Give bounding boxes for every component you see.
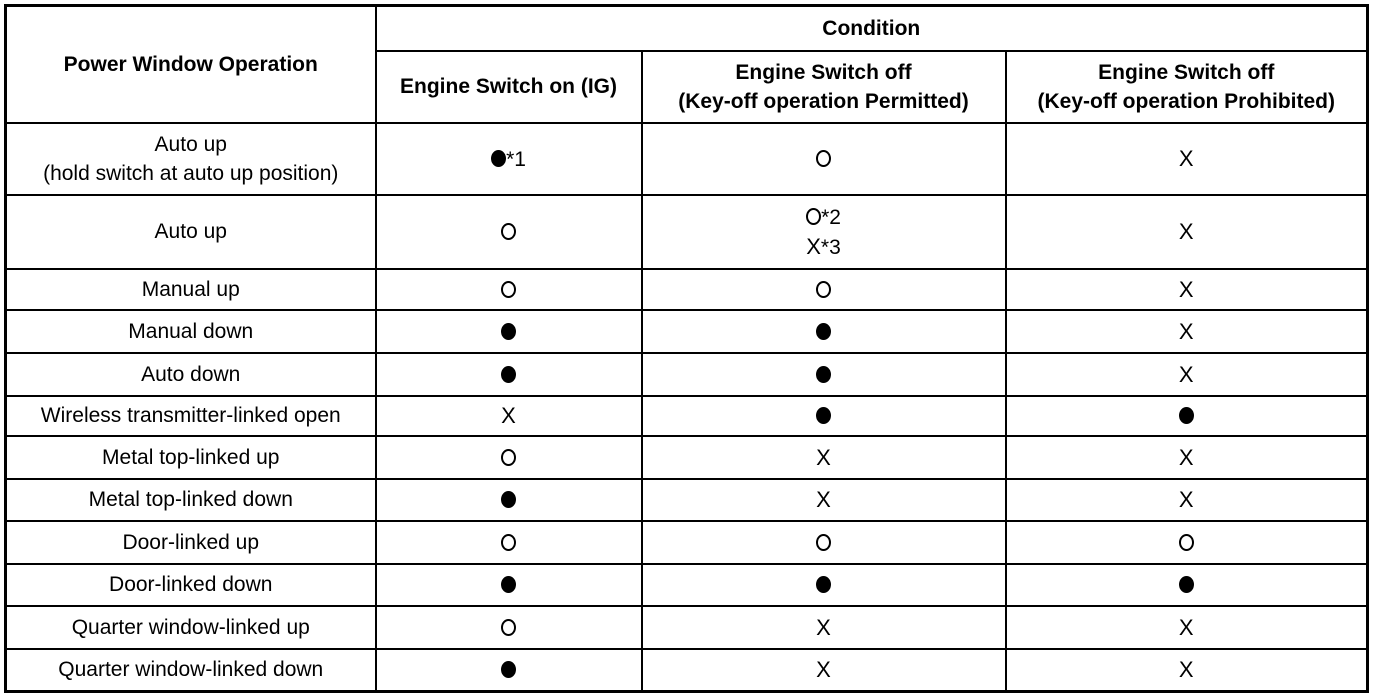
x-mark: X xyxy=(1178,614,1194,640)
condition-cell xyxy=(642,479,1006,521)
condition-mark xyxy=(379,144,639,174)
operation-label: Auto up xyxy=(154,132,227,156)
operation-cell xyxy=(6,310,376,353)
x-mark: X xyxy=(1178,444,1194,470)
open-circle-icon xyxy=(501,223,516,240)
power-window-operation-table xyxy=(4,4,1369,693)
condition-mark xyxy=(379,613,639,642)
condition-group-header xyxy=(376,6,1368,51)
operation-label: Quarter window-linked down xyxy=(58,658,324,682)
operation-label: Wireless transmitter-linked open xyxy=(40,404,341,427)
condition-group-header-label: Condition xyxy=(822,16,921,40)
condition-mark xyxy=(645,485,1003,514)
condition-cell xyxy=(1006,310,1368,353)
operation-cell xyxy=(6,436,376,479)
condition-mark xyxy=(1009,443,1365,472)
operation-cell xyxy=(6,123,376,195)
condition-column-header-line: Engine Switch off xyxy=(735,60,912,84)
condition-cell xyxy=(642,396,1006,436)
open-circle-icon xyxy=(501,449,516,466)
condition-cell xyxy=(1006,123,1368,195)
table-row xyxy=(6,521,1368,564)
condition-mark xyxy=(645,232,1003,262)
operation-cell xyxy=(6,649,376,692)
condition-cell xyxy=(376,436,642,479)
condition-mark xyxy=(645,144,1003,173)
condition-mark xyxy=(379,443,639,472)
condition-column-header-line: Engine Switch off xyxy=(1098,60,1275,84)
operation-label: Metal top-linked up xyxy=(102,445,280,469)
table-row xyxy=(6,123,1368,195)
x-mark: X xyxy=(1178,361,1194,387)
operation-label: Quarter window-linked up xyxy=(71,615,310,639)
operation-cell xyxy=(6,521,376,564)
operation-label: Door-linked down xyxy=(109,573,273,596)
footnote-ref: *1 xyxy=(506,147,526,171)
condition-cell xyxy=(642,269,1006,310)
condition-mark xyxy=(645,401,1003,430)
open-circle-icon xyxy=(1179,534,1194,551)
condition-cell xyxy=(1006,269,1368,310)
operation-cell xyxy=(6,269,376,310)
condition-cell xyxy=(642,521,1006,564)
x-mark: X xyxy=(1178,276,1194,302)
condition-cell xyxy=(642,436,1006,479)
filled-circle-icon xyxy=(501,366,516,383)
condition-mark xyxy=(379,655,639,684)
x-mark: X xyxy=(816,444,831,470)
condition-mark xyxy=(379,570,639,599)
condition-mark xyxy=(1009,655,1365,684)
condition-cell xyxy=(376,195,642,269)
table-row xyxy=(6,649,1368,692)
condition-column-header-line: (Key-off operation Prohibited) xyxy=(1037,89,1336,113)
condition-mark xyxy=(645,570,1003,599)
open-circle-icon xyxy=(501,281,516,298)
condition-column-header-line: (Key-off operation Permitted) xyxy=(678,89,969,113)
operation-label: Door-linked up xyxy=(122,530,260,554)
operation-label: Manual down xyxy=(128,319,254,343)
condition-mark xyxy=(1009,275,1365,304)
x-mark: X xyxy=(1178,487,1194,512)
condition-cell xyxy=(376,649,642,692)
condition-mark xyxy=(645,202,1003,232)
filled-circle-icon xyxy=(501,661,516,678)
condition-mark xyxy=(1009,613,1365,642)
condition-cell xyxy=(376,353,642,396)
operation-column-header-label: Power Window Operation xyxy=(63,52,318,76)
condition-cell xyxy=(376,269,642,310)
condition-mark xyxy=(645,443,1003,472)
condition-mark xyxy=(379,275,639,304)
open-circle-icon xyxy=(501,619,516,636)
open-circle-icon xyxy=(806,208,821,225)
condition-cell xyxy=(1006,396,1368,436)
table-row xyxy=(6,269,1368,310)
condition-column-header-line: Engine Switch on (IG) xyxy=(400,75,617,98)
condition-mark xyxy=(645,528,1003,557)
operation-cell xyxy=(6,606,376,649)
table-row xyxy=(6,436,1368,479)
operation-cell xyxy=(6,396,376,436)
x-mark: X xyxy=(501,403,516,428)
condition-cell xyxy=(1006,649,1368,692)
filled-circle-icon xyxy=(501,323,516,340)
x-mark: X xyxy=(816,657,831,683)
condition-mark xyxy=(645,360,1003,389)
filled-circle-icon xyxy=(816,407,831,424)
table-row xyxy=(6,195,1368,269)
condition-cell xyxy=(1006,353,1368,396)
footnote-ref: *3 xyxy=(820,235,841,259)
condition-column-header xyxy=(1006,51,1368,123)
operation-cell xyxy=(6,195,376,269)
table-body xyxy=(6,123,1368,692)
condition-cell xyxy=(1006,479,1368,521)
condition-mark xyxy=(1009,485,1365,514)
condition-cell xyxy=(1006,606,1368,649)
x-mark: X xyxy=(1178,318,1194,344)
condition-cell xyxy=(1006,564,1368,606)
x-mark: X xyxy=(816,614,831,640)
table-row xyxy=(6,606,1368,649)
condition-cell xyxy=(376,606,642,649)
condition-mark xyxy=(379,401,639,430)
condition-cell xyxy=(642,649,1006,692)
condition-cell xyxy=(1006,195,1368,269)
condition-cell xyxy=(642,123,1006,195)
condition-cell xyxy=(1006,436,1368,479)
condition-cell xyxy=(376,479,642,521)
condition-cell xyxy=(376,396,642,436)
x-mark: X xyxy=(806,233,821,259)
condition-mark xyxy=(1009,570,1365,599)
filled-circle-icon xyxy=(816,366,831,383)
condition-cell xyxy=(642,353,1006,396)
operation-column-header xyxy=(6,6,376,123)
condition-column-header xyxy=(376,51,642,123)
table-row xyxy=(6,479,1368,521)
operation-label: Auto up xyxy=(154,220,227,243)
open-circle-icon xyxy=(816,281,831,298)
operation-cell xyxy=(6,564,376,606)
table-row xyxy=(6,396,1368,436)
condition-cell xyxy=(376,123,642,195)
condition-mark xyxy=(645,317,1003,346)
open-circle-icon xyxy=(816,150,831,167)
table-header xyxy=(6,6,1368,123)
condition-mark xyxy=(379,217,639,246)
condition-cell xyxy=(642,564,1006,606)
condition-cell xyxy=(376,310,642,353)
condition-mark xyxy=(1009,217,1365,246)
table-row xyxy=(6,564,1368,606)
condition-cell xyxy=(642,310,1006,353)
filled-circle-icon xyxy=(816,576,831,593)
condition-mark xyxy=(379,485,639,514)
condition-cell xyxy=(642,606,1006,649)
condition-cell xyxy=(376,521,642,564)
filled-circle-icon xyxy=(816,323,831,340)
condition-mark xyxy=(379,360,639,389)
condition-column-header xyxy=(642,51,1006,123)
condition-cell xyxy=(376,564,642,606)
condition-mark xyxy=(379,528,639,557)
x-mark: X xyxy=(1178,146,1194,171)
operation-cell xyxy=(6,479,376,521)
open-circle-icon xyxy=(816,534,831,551)
filled-circle-icon xyxy=(1179,576,1194,593)
condition-mark xyxy=(379,317,639,346)
condition-mark xyxy=(645,655,1003,684)
condition-mark xyxy=(1009,528,1365,557)
condition-mark xyxy=(645,275,1003,304)
x-mark: X xyxy=(1178,219,1194,244)
operation-label: Metal top-linked down xyxy=(88,488,293,511)
condition-cell xyxy=(642,195,1006,269)
operation-cell xyxy=(6,353,376,396)
open-circle-icon xyxy=(501,534,516,551)
condition-mark xyxy=(1009,360,1365,389)
condition-mark xyxy=(1009,144,1365,173)
x-mark: X xyxy=(816,487,831,512)
condition-mark xyxy=(1009,401,1365,430)
filled-circle-icon xyxy=(501,576,516,593)
filled-circle-icon xyxy=(491,150,506,167)
table-row xyxy=(6,310,1368,353)
table-row xyxy=(6,353,1368,396)
filled-circle-icon xyxy=(1179,407,1194,424)
condition-mark xyxy=(1009,317,1365,346)
footnote-ref: *2 xyxy=(821,205,841,229)
operation-label: Manual up xyxy=(141,277,240,301)
operation-label: (hold switch at auto up position) xyxy=(43,161,339,185)
operation-label: Auto down xyxy=(141,362,241,386)
condition-cell xyxy=(1006,521,1368,564)
filled-circle-icon xyxy=(501,491,516,508)
x-mark: X xyxy=(1178,657,1194,683)
condition-mark xyxy=(645,613,1003,642)
